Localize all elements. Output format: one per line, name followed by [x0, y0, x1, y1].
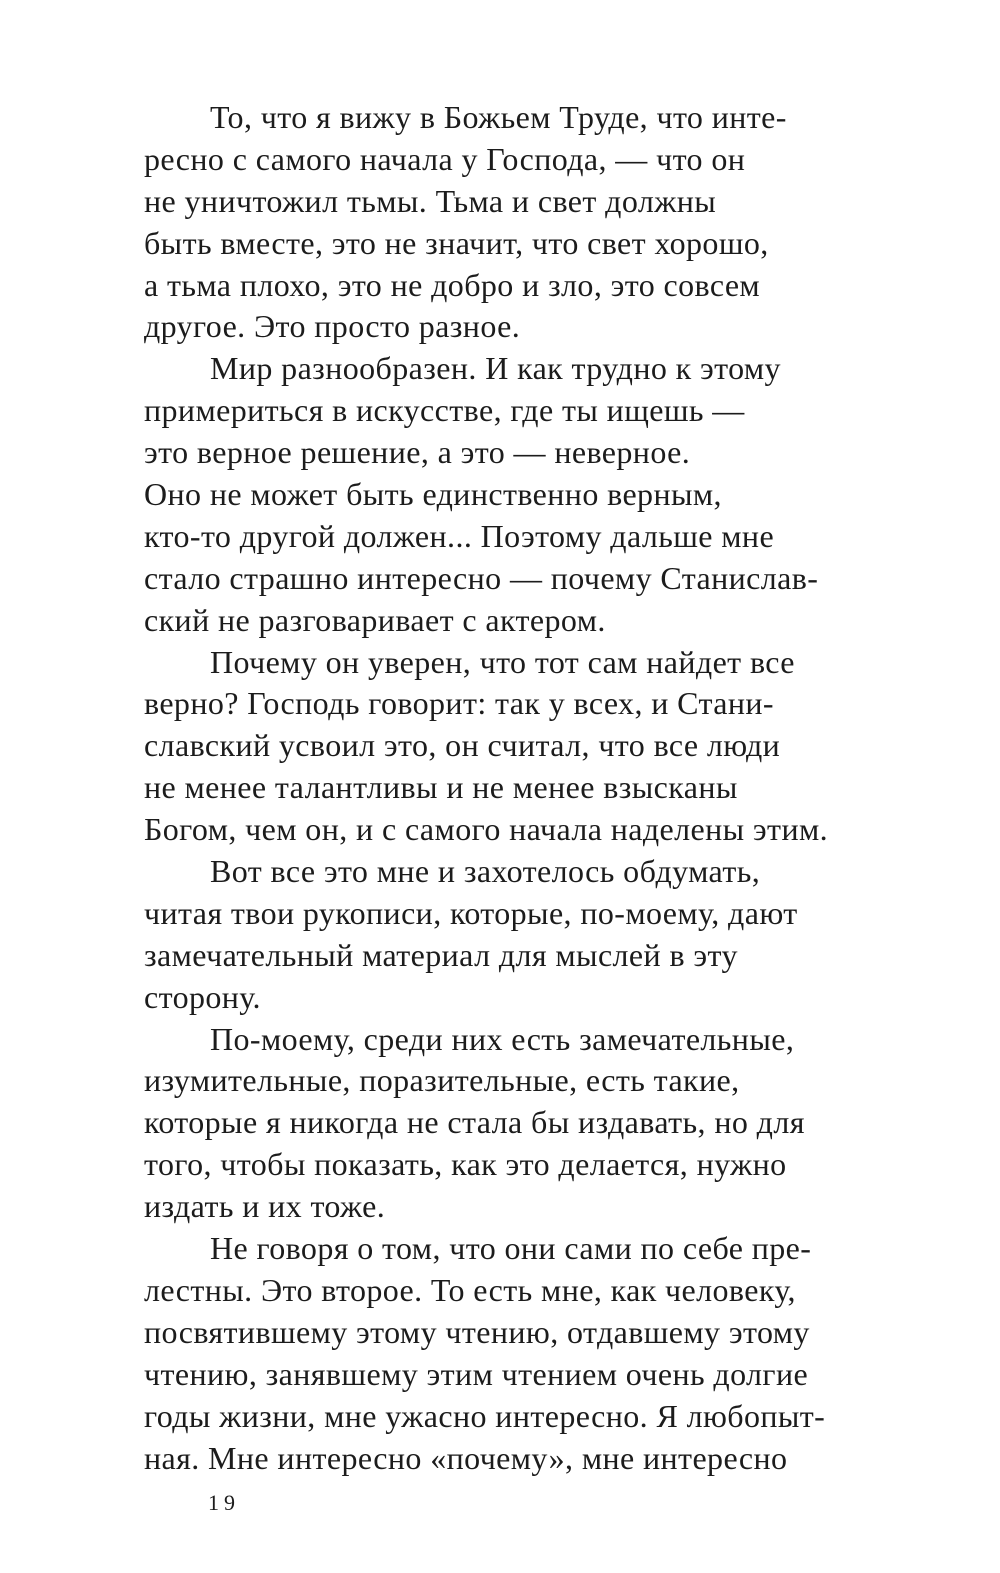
text-line: кто-то другой должен... Поэтому дальше мне [144, 517, 775, 554]
text-line: а тьма плохо, это не добро и зло, это совсем [144, 266, 761, 303]
body-text [144, 97, 944, 1479]
text-line: изумительные, поразительные, есть такие, [144, 1062, 740, 1099]
page-number: 19 [208, 1490, 240, 1515]
text-line: То, что я вижу в Божьем Труде, что инте- [210, 99, 787, 135]
text-line: это верное решение, а это — неверное. [144, 434, 691, 471]
text-line: Мир разнообразен. И как трудно к этому [210, 350, 781, 387]
text-line: чтению, занявшему этим чтением очень долгие [144, 1355, 809, 1392]
text-line: примериться в искусстве, где ты ищешь — [144, 392, 745, 429]
text-line: не менее талантливы и не менее взысканы [144, 769, 738, 806]
text-line: годы жизни, мне ужасно интересно. Я любопыт- [144, 1397, 826, 1434]
text-line: другое. Это просто разное. [144, 308, 521, 345]
text-line: сторону. [144, 978, 261, 1015]
text-line: Почему он уверен, что тот сам найдет все [210, 643, 795, 680]
text-line: славский усвоил это, он считал, что все люди [144, 727, 781, 764]
text-line: стало страшно интересно — почему Станислав- [144, 559, 819, 596]
text-line: которые я никогда не стала бы издавать, но для [144, 1104, 805, 1141]
text-line: быть вместе, это не значит, что свет хорошо, [144, 224, 769, 261]
text-line: посвятившему этому чтению, отдавшему этому [144, 1313, 810, 1350]
text-line: ная. Мне интересно «почему», мне интересно [144, 1439, 788, 1476]
text-line: лестны. Это второе. То есть мне, как человеку, [144, 1271, 796, 1308]
text-line: ский не разговаривает с актером. [144, 601, 606, 638]
text-line: ресно с самого начала у Господа, — что он [144, 140, 746, 177]
text-line: Оно не может быть единственно верным, [144, 476, 722, 513]
text-line: По-моему, среди них есть замечательные, [210, 1020, 795, 1057]
text-line: читая твои рукописи, которые, по-моему, дают [144, 894, 798, 931]
text-line: Вот все это мне и захотелось обдумать, [210, 853, 761, 890]
text-line: того, чтобы показать, как это делается, нужно [144, 1146, 787, 1183]
text-line: издать и их тоже. [144, 1188, 386, 1225]
text-line: Богом, чем он, и с самого начала наделены этим. [144, 811, 829, 848]
text-line: верно? Господь говорит: так у всех, и Стани- [144, 685, 774, 722]
text-line: замечательный материал для мыслей в эту [144, 936, 738, 973]
text-line: Не говоря о том, что они сами по себе пре- [210, 1230, 812, 1267]
text-line: не уничтожил тьмы. Тьма и свет должны [144, 182, 717, 219]
